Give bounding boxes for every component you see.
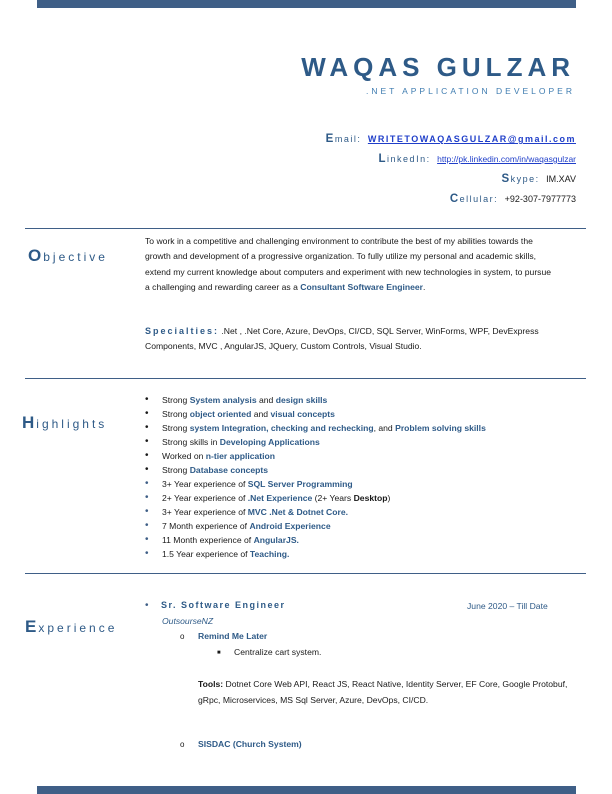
- contact-cellular-row: [326, 191, 576, 211]
- highlight-text: Strong: [162, 423, 190, 433]
- highlight-text: Desktop: [353, 493, 388, 503]
- project-name: Remind Me Later: [198, 631, 268, 641]
- divider-highlights: [25, 378, 586, 379]
- project-item: [180, 631, 267, 641]
- highlight-text: System analysis: [189, 395, 257, 405]
- highlight-text: 3+ Year experience of: [162, 479, 248, 489]
- contact-email-row: [326, 131, 576, 151]
- skype-label: Skype:: [501, 173, 540, 185]
- highlight-item: [145, 533, 486, 547]
- objective-body: To work in a competitive and challenging environment to contribute the best of my abilities towards the growth and development of a progressive organization. To fully utilize my personal and academic skills, extend my current knowledge about computers and experiment with new technologies in system, to pursue a challenging and rewarding career as a: [145, 236, 552, 293]
- highlight-item: [145, 547, 486, 561]
- objective-text: To work in a competitive and challenging environment to contribute the best of my abilities towards the growth and development of a progressive organization. To fully utilize my personal and academic skills, extend my current knowledge about computers and experiment with new technologies in system, to pursue a challenging and rewarding career as a Consultant Software Engineer.: [145, 236, 552, 293]
- highlight-item: [145, 393, 486, 407]
- email-link[interactable]: WRITETOWAQASGULZAR@gmail.com: [367, 134, 576, 144]
- highlight-text: visual concepts: [270, 409, 335, 419]
- objective-role: Consultant Software Engineer: [300, 282, 423, 293]
- highlight-text: and: [256, 395, 276, 405]
- highlight-item: [145, 505, 486, 519]
- highlight-text: Strong skills in: [162, 437, 220, 447]
- highlight-text: Strong: [162, 409, 190, 419]
- experience-heading: Experience: [25, 617, 118, 636]
- highlight-text: Worked on: [162, 451, 206, 461]
- specialties-text: .Net , .Net Core, Azure, DevOps, CI/CD, SQL Server, WinForms, WPF, DevExpress Components, MVC , AngularJS, JQuery, Custom Controls, Visual Studio.: [145, 326, 539, 352]
- highlight-item: [145, 421, 486, 435]
- highlight-text: Developing Applications: [219, 437, 320, 447]
- highlight-item: [145, 449, 486, 463]
- specialties-label: Specialties:: [145, 326, 220, 336]
- highlight-item: [145, 491, 486, 505]
- tools-text: Dotnet Core Web API, React JS, React Native, Identity Server, EF Core, Google Protobuf, gRpc, Microservices, MS Sql Server, Azure, DevOps, CI/CD.: [198, 679, 568, 705]
- highlight-text: ): [387, 493, 391, 503]
- contact-block: [326, 131, 576, 211]
- bottom-accent-bar: [37, 786, 576, 794]
- circle-bullet-icon: o: [180, 632, 185, 641]
- experience-role-row: [145, 600, 286, 611]
- cellular-value: +92-307-7977773: [504, 194, 576, 204]
- disc-bullet-icon: •: [145, 600, 149, 611]
- email-label: Email:: [325, 133, 362, 145]
- task-text: Centralize cart system.: [234, 647, 322, 657]
- highlight-text: Android Experience: [249, 521, 331, 531]
- highlight-text: Teaching.: [249, 549, 290, 559]
- highlight-text: (2+ Years: [312, 493, 354, 503]
- tools-label: Tools:: [198, 679, 224, 689]
- candidate-name: WAQAS GULZAR: [301, 52, 575, 82]
- highlight-item: [145, 477, 486, 491]
- highlight-item: [145, 407, 486, 421]
- highlight-text: 2+ Year experience of: [162, 493, 248, 503]
- highlight-item: [145, 435, 486, 449]
- specialties: [145, 324, 555, 355]
- highlights-list: [145, 393, 486, 561]
- contact-linkedin-row: [326, 151, 576, 171]
- highlight-text: Strong: [162, 465, 190, 475]
- project-item: [180, 739, 302, 749]
- highlight-text: Problem solving skills: [395, 423, 486, 433]
- highlight-item: [145, 519, 486, 533]
- circle-bullet-icon: o: [180, 740, 185, 749]
- highlight-text: Database concepts: [189, 465, 269, 475]
- experience-company: OutsourseNZ: [162, 616, 214, 626]
- task-item: [217, 647, 321, 657]
- objective-heading: Objective: [28, 246, 108, 265]
- highlight-text: and: [251, 409, 271, 419]
- highlight-text: 3+ Year experience of: [162, 507, 248, 517]
- highlight-text: 1.5 Year experience of: [162, 549, 250, 559]
- tools-block: [198, 677, 588, 708]
- highlight-text: 7 Month experience of: [162, 521, 250, 531]
- experience-dates: June 2020 – Till Date: [467, 601, 548, 611]
- square-bullet-icon: ■: [217, 650, 221, 656]
- highlight-text: object oriented: [189, 409, 252, 419]
- experience-role: Sr. Software Engineer: [161, 600, 286, 610]
- highlight-text: MVC .Net & Dotnet Core.: [247, 507, 349, 517]
- highlight-text: design skills: [275, 395, 328, 405]
- cellular-label: Cellular:: [449, 193, 499, 205]
- skype-value: IM.XAV: [546, 174, 576, 184]
- highlight-text: , and: [373, 423, 396, 433]
- top-accent-bar: [37, 0, 576, 8]
- candidate-title: .NET APPLICATION DEVELOPER: [365, 86, 575, 96]
- project-name: SISDAC (Church System): [198, 739, 302, 749]
- highlight-text: n-tier application: [205, 451, 276, 461]
- highlights-heading: Highlights: [22, 413, 108, 432]
- linkedin-link[interactable]: http://pk.linkedin.com/in/waqasgulzar: [437, 154, 576, 164]
- highlight-item: [145, 463, 486, 477]
- highlight-text: .Net Experience: [247, 493, 313, 503]
- highlight-text: 11 Month experience of: [162, 535, 254, 545]
- highlight-text: Strong: [162, 395, 190, 405]
- highlight-text: system Integration, checking and rechecking: [189, 423, 374, 433]
- contact-skype-row: [326, 171, 576, 191]
- divider-objective: [25, 228, 586, 229]
- linkedin-label: LinkedIn:: [378, 153, 431, 165]
- highlight-text: SQL Server Programming: [247, 479, 353, 489]
- highlight-text: AngularJS.: [253, 535, 299, 545]
- divider-experience: [25, 573, 586, 574]
